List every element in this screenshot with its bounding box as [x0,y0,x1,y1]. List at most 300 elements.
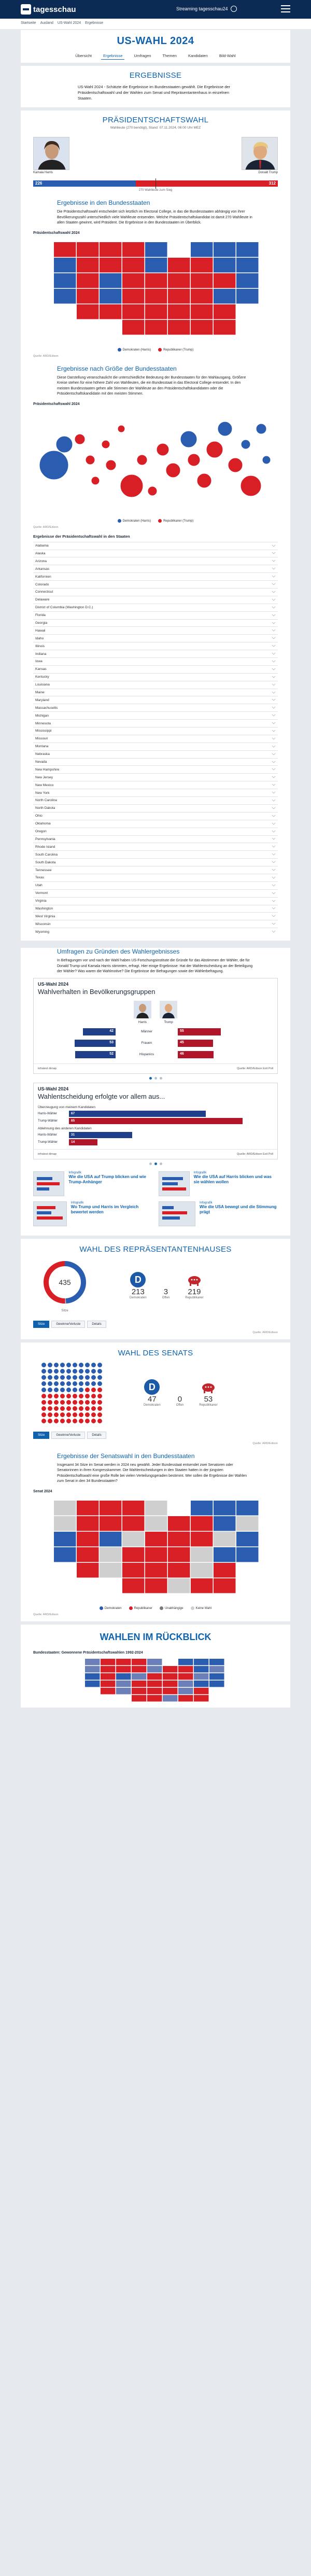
state-shape[interactable] [122,258,145,273]
state-shape[interactable] [236,1501,259,1516]
state-row[interactable] [33,928,278,935]
state-shape[interactable] [100,1563,122,1578]
chevron-down-icon [272,713,276,717]
state-row[interactable] [33,619,278,627]
section-subnav [21,52,290,60]
state-shape[interactable] [100,242,122,257]
state-bubble[interactable] [39,451,68,480]
state-row[interactable] [33,858,278,866]
chevron-down-icon [272,582,276,585]
state-row[interactable] [33,719,278,727]
state-shape[interactable] [145,242,167,257]
state-shape[interactable] [214,304,236,319]
state-shape[interactable] [236,289,259,304]
state-row[interactable] [33,696,278,704]
state-bubble[interactable] [206,441,223,458]
state-shape[interactable] [145,1563,167,1578]
state-shape[interactable] [122,1516,145,1531]
state-shape[interactable] [209,1681,224,1687]
tab-details[interactable]: Details [87,1432,106,1439]
state-row[interactable] [33,765,278,773]
state-shape[interactable] [191,1547,213,1562]
state-shape[interactable] [163,1666,178,1673]
senate-seat [54,1419,59,1423]
state-bubble[interactable] [188,454,200,466]
dem-dot-icon [118,519,121,523]
chevron-down-icon [272,705,276,709]
state-shape[interactable] [191,273,213,288]
state-shape[interactable] [147,1666,162,1673]
state-shape[interactable] [54,242,76,257]
state-shape[interactable] [194,1688,209,1695]
state-shape[interactable] [191,1501,213,1516]
state-shape[interactable] [178,1673,193,1680]
state-shape[interactable] [132,1673,147,1680]
state-shape[interactable] [132,1688,147,1695]
state-shape[interactable] [194,1695,209,1702]
chevron-down-icon [272,574,276,578]
state-shape[interactable] [122,320,145,335]
house-stats [130,1272,204,1299]
state-shape[interactable] [100,304,122,319]
state-row[interactable] [33,596,278,604]
state-row[interactable] [33,796,278,804]
state-shape[interactable] [191,1578,213,1593]
senate-seat [60,1388,65,1392]
state-name: Maryland [35,698,49,702]
state-row[interactable] [33,727,278,735]
state-row[interactable] [33,843,278,850]
state-shape[interactable] [168,273,190,288]
state-shape[interactable] [122,1578,145,1593]
state-row[interactable] [33,750,278,758]
teaser-item[interactable] [159,1201,278,1226]
state-shape[interactable] [191,1516,213,1531]
breadcrumb-item[interactable]: Ausland [40,21,53,25]
state-shape[interactable] [214,320,236,335]
state-row[interactable] [33,866,278,874]
state-shape[interactable] [116,1659,131,1665]
state-row[interactable] [33,642,278,650]
state-row[interactable] [33,820,278,828]
state-row[interactable] [33,743,278,750]
subnav-pictures[interactable]: Bild-Wahl [219,53,236,58]
state-bubble[interactable] [262,456,271,464]
teaser-item[interactable] [33,1171,152,1196]
state-shape[interactable] [100,258,122,273]
state-shape[interactable] [132,1681,147,1687]
tab-seats[interactable]: Sitze [33,1321,49,1328]
state-shape[interactable] [214,273,236,288]
state-row[interactable] [33,905,278,913]
live-stream-link[interactable] [176,6,237,12]
state-shape[interactable] [85,1673,100,1680]
state-shape[interactable] [168,289,190,304]
motive-label: Harris-Wähler [38,1133,58,1137]
motive-fill [69,1111,206,1117]
state-shape[interactable] [77,242,99,257]
state-shape[interactable] [194,1659,209,1665]
state-name: Tennessee [35,868,52,872]
state-shape[interactable] [54,1532,76,1547]
state-row[interactable] [33,835,278,843]
state-row[interactable] [33,542,278,550]
senate-seat [91,1388,96,1392]
state-shape[interactable] [116,1666,131,1673]
teaser-item[interactable] [33,1201,152,1226]
state-shape[interactable] [116,1681,131,1687]
state-shape[interactable] [100,1501,122,1516]
state-shape[interactable] [54,1501,76,1516]
state-shape[interactable] [122,289,145,304]
state-shape[interactable] [145,1516,167,1531]
senate-seat [54,1363,59,1367]
state-shape[interactable] [77,1547,99,1562]
state-shape[interactable] [122,1563,145,1578]
teaser-item[interactable] [159,1171,278,1196]
state-name: Hawaii [35,628,46,633]
state-shape[interactable] [100,1532,122,1547]
state-shape[interactable] [100,273,122,288]
state-row[interactable] [33,758,278,766]
state-shape[interactable] [209,1666,224,1673]
state-name: North Dakota [35,806,55,810]
state-row[interactable] [33,634,278,642]
state-row[interactable] [33,711,278,719]
state-bubble[interactable] [91,477,100,485]
subnav-candidates[interactable]: Kandidaten [188,53,208,58]
state-bubble[interactable] [120,474,143,497]
state-shape[interactable] [54,1547,76,1562]
map1-heading: Ergebnisse in den Bundesstaaten [57,199,150,206]
state-row[interactable] [33,812,278,820]
state-shape[interactable] [194,1666,209,1673]
state-shape[interactable] [54,258,76,273]
state-shape[interactable] [77,304,99,319]
state-bubble[interactable] [102,440,110,449]
state-bubble[interactable] [180,431,197,447]
state-shape[interactable] [116,1688,131,1695]
state-shape[interactable] [163,1673,178,1680]
state-shape[interactable] [194,1673,209,1680]
state-bubble[interactable] [197,473,211,488]
breadcrumb-item[interactable]: US-Wahl 2024 [57,21,81,25]
state-row[interactable] [33,874,278,881]
state-shape[interactable] [194,1681,209,1687]
state-shape[interactable] [77,1516,99,1531]
state-row[interactable] [33,604,278,611]
state-shape[interactable] [214,258,236,273]
state-shape[interactable] [168,320,190,335]
senate-seat [60,1406,65,1411]
state-shape[interactable] [132,1659,147,1665]
state-shape[interactable] [85,1659,100,1665]
state-shape[interactable] [77,273,99,288]
state-bubble[interactable] [218,422,232,436]
state-shape[interactable] [145,304,167,319]
tab-gains[interactable]: Gewinne/Verluste [51,1321,85,1328]
state-shape[interactable] [209,1673,224,1680]
state-shape[interactable] [191,1532,213,1547]
state-shape[interactable] [214,1563,236,1578]
state-shape[interactable] [236,1532,259,1547]
state-shape[interactable] [163,1695,178,1702]
state-row[interactable] [33,681,278,689]
subnav-topics[interactable]: Themen [162,53,177,58]
senate-seat [60,1400,65,1405]
poll2-foot-right: Quelle: ARD/Edison Exit Poll [236,1152,273,1156]
state-row[interactable] [33,557,278,565]
state-shape[interactable] [100,1547,122,1562]
state-name: Vermont [35,891,48,895]
menu-button[interactable] [281,5,290,13]
state-shape[interactable] [145,1532,167,1547]
tab-details[interactable]: Details [87,1321,106,1328]
state-shape[interactable] [122,1532,145,1547]
state-shape[interactable] [77,1532,99,1547]
state-shape[interactable] [214,1578,236,1593]
state-shape[interactable] [145,289,167,304]
tab-gains[interactable]: Gewinne/Verluste [51,1432,85,1439]
state-shape[interactable] [168,258,190,273]
state-name: Delaware [35,598,50,602]
state-shape[interactable] [214,289,236,304]
senate-other-stat [176,1379,184,1407]
state-shape[interactable] [145,320,167,335]
state-row[interactable] [33,735,278,743]
state-shape[interactable] [214,242,236,257]
state-shape[interactable] [147,1681,162,1687]
state-name: New Hampshire [35,767,60,772]
state-shape[interactable] [77,258,99,273]
state-row[interactable] [33,850,278,858]
tagesschau-logo[interactable] [21,4,76,15]
history-map[interactable] [33,1657,278,1703]
senate-seat [48,1419,52,1423]
state-shape[interactable] [54,273,76,288]
state-shape[interactable] [122,242,145,257]
state-bubble[interactable] [56,436,73,453]
live-stream-label: Streaming tagesschau24 [176,6,228,11]
state-row[interactable] [33,789,278,796]
state-row[interactable] [33,881,278,889]
state-row[interactable] [33,828,278,835]
map2-heading: Ergebnisse nach Größe der Bundesstaaten [57,365,177,372]
state-shape[interactable] [209,1659,224,1665]
state-shape[interactable] [163,1688,178,1695]
state-shape[interactable] [145,258,167,273]
state-shape[interactable] [77,1563,99,1578]
state-shape[interactable] [147,1673,162,1680]
state-row[interactable] [33,657,278,665]
state-row[interactable] [33,550,278,557]
state-shape[interactable] [122,273,145,288]
senate-seat [48,1381,52,1386]
state-row[interactable] [33,897,278,905]
teaser-title[interactable]: Wie die USA auf Harris blicken und was sie wählen wollen [193,1174,272,1184]
state-row[interactable] [33,781,278,789]
state-shape[interactable] [168,1532,190,1547]
state-shape[interactable] [236,1547,259,1562]
state-shape[interactable] [214,1516,236,1531]
state-shape[interactable] [85,1666,100,1673]
state-shape[interactable] [236,258,259,273]
map2-label: Präsidentschaftswahl 2024 [33,402,80,406]
state-shape[interactable] [163,1681,178,1687]
state-shape[interactable] [116,1673,131,1680]
state-bubble[interactable] [148,486,157,496]
state-shape[interactable] [54,289,76,304]
senate-seat [79,1400,83,1405]
state-shape[interactable] [145,273,167,288]
state-shape[interactable] [236,242,259,257]
state-shape[interactable] [191,289,213,304]
state-row[interactable] [33,650,278,657]
state-shape[interactable] [214,1547,236,1562]
state-bubble[interactable] [228,458,243,472]
breadcrumb-item[interactable]: Startseite [21,21,36,25]
senate-results-map[interactable] [33,1495,278,1604]
state-row[interactable] [33,665,278,673]
state-row[interactable] [33,572,278,580]
state-name: Kansas [35,667,47,671]
teaser-title[interactable]: Wie die USA bewegt und die Stimmung prägt [199,1204,277,1214]
state-shape[interactable] [214,1501,236,1516]
state-row[interactable] [33,920,278,928]
state-bubble[interactable] [166,463,180,478]
state-shape[interactable] [101,1688,116,1695]
state-bubble[interactable] [86,455,95,465]
state-bubble[interactable] [118,425,125,432]
state-shape[interactable] [77,1501,99,1516]
state-shape[interactable] [214,1532,236,1547]
subnav-results[interactable]: Ergebnisse [101,52,125,60]
senate-seat [48,1375,52,1380]
state-row[interactable] [33,588,278,596]
state-row[interactable] [33,626,278,634]
polls-section [21,948,290,1236]
state-shape[interactable] [132,1666,147,1673]
breadcrumb-item: Ergebnisse [85,21,104,25]
state-row[interactable] [33,611,278,619]
state-shape[interactable] [168,1516,190,1531]
map2-description: Diese Darstellung veranschaulicht die unterschiedliche Bedeutung der Bundesstaaten für den Wahlausgang. Größere Kreise stehen für eine höhere Zahl von Wahlleuten, die ein Bundesstaat in das Electoral College entsendet. In den meisten Bundesstaaten gehen alle Stimmen der Wahlleute an den Präsidentschaftskandidaten oder die Präsidentschaftskandidatin mit den meisten Stimmen. [57,375,246,396]
state-bubble[interactable] [75,434,85,444]
state-shape[interactable] [145,1547,167,1562]
teaser-title[interactable]: Wie die USA auf Trump blicken und wie Trump-Anhänger [68,1174,146,1184]
state-shape[interactable] [100,1516,122,1531]
state-shape[interactable] [77,289,99,304]
state-row[interactable] [33,804,278,812]
state-shape[interactable] [101,1666,116,1673]
state-row[interactable] [33,773,278,781]
state-row[interactable] [33,889,278,897]
state-shape[interactable] [54,1516,76,1531]
state-bubble[interactable] [256,424,266,434]
state-name: District of Columbia (Washington D.C.) [35,606,93,610]
senate-seat [66,1406,71,1411]
state-shape[interactable] [147,1695,162,1702]
state-shape[interactable] [147,1659,162,1665]
us-results-map[interactable] [33,237,278,346]
state-bubble[interactable] [157,443,169,456]
state-shape[interactable] [236,1516,259,1531]
state-shape[interactable] [178,1688,193,1695]
state-shape[interactable] [178,1695,193,1702]
state-row[interactable] [33,704,278,711]
state-shape[interactable] [191,258,213,273]
senate-seat [41,1400,46,1405]
state-shape[interactable] [168,304,190,319]
state-row[interactable] [33,912,278,920]
dem-candidate-name: Kamala Harris [33,171,53,174]
state-shape[interactable] [85,1681,100,1687]
state-shape[interactable] [147,1688,162,1695]
dem-dot-icon [118,348,121,352]
state-shape[interactable] [101,1681,116,1687]
chevron-down-icon [272,674,276,678]
state-row[interactable] [33,673,278,681]
state-row[interactable] [33,689,278,696]
state-shape[interactable] [145,1501,167,1516]
state-shape[interactable] [191,320,213,335]
chevron-down-icon [272,906,276,909]
state-bubble[interactable] [241,475,261,496]
subnav-polls[interactable]: Umfragen [134,53,151,58]
senate-seat [85,1381,90,1386]
state-bubble[interactable] [241,440,250,449]
tab-seats[interactable]: Sitze [33,1432,49,1439]
carousel-dots[interactable] [21,1077,290,1080]
state-shape[interactable] [101,1673,116,1680]
state-bubble[interactable] [106,460,116,470]
poll1-trump [160,1001,177,1024]
state-row[interactable] [33,580,278,588]
motive-row [34,1131,277,1139]
state-shape[interactable] [178,1681,193,1687]
state-shape[interactable] [122,304,145,319]
history-map-shapes [85,1659,224,1702]
teaser-title[interactable]: Wo Trump und Harris im Vergleich bewertet werden [70,1204,139,1214]
us-bubble-map[interactable] [33,408,278,517]
state-shape[interactable] [168,1563,190,1578]
state-shape[interactable] [132,1695,147,1702]
state-shape[interactable] [178,1659,193,1665]
teaser-grid [33,1171,278,1231]
state-shape[interactable] [236,273,259,288]
state-shape[interactable] [122,1547,145,1562]
state-row[interactable] [33,565,278,572]
state-shape[interactable] [122,1501,145,1516]
house-other-label: Offen [162,1296,170,1299]
state-shape[interactable] [100,289,122,304]
state-shape[interactable] [168,1547,190,1562]
state-shape[interactable] [191,242,213,257]
poll1-harris [134,1001,151,1024]
state-shape[interactable] [191,304,213,319]
state-shape[interactable] [178,1666,193,1673]
subnav-overview[interactable]: Übersicht [75,53,92,58]
house-source: Quelle: ARD/Edison [252,1331,278,1334]
state-shape[interactable] [145,1578,167,1593]
state-bubble[interactable] [137,455,147,465]
states-accordion [21,542,290,935]
state-shape[interactable] [101,1659,116,1665]
carousel-dots[interactable] [21,1163,290,1165]
state-shape[interactable] [191,1563,213,1578]
state-name: Illinois [35,644,45,648]
state-shape[interactable] [168,1578,190,1593]
